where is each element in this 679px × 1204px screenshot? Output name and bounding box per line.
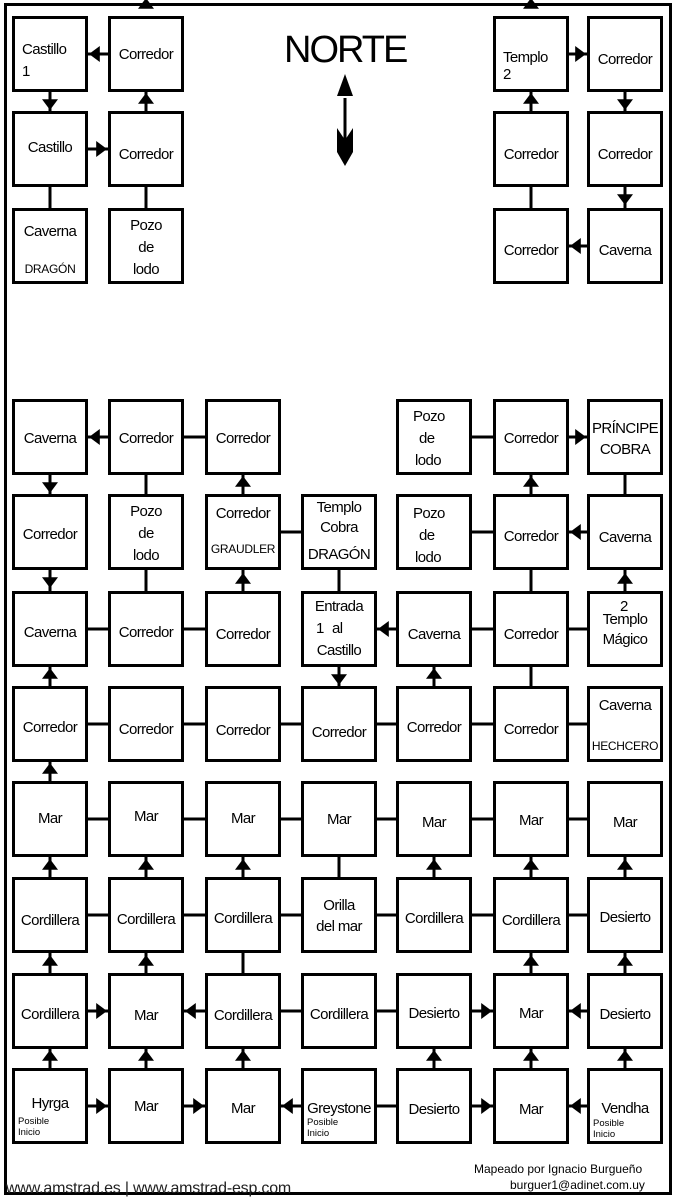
- direction-arrow: [570, 1003, 581, 1019]
- room-caverna: Caverna: [12, 399, 88, 475]
- room-pozo-de-lodo: Pozo de lodo: [108, 494, 184, 570]
- direction-arrow: [42, 99, 58, 110]
- direction-arrow: [138, 955, 154, 966]
- room-castillo: Castillo: [12, 111, 88, 187]
- direction-arrow: [426, 859, 442, 870]
- room-mar: Mar: [493, 973, 569, 1049]
- room-corredor: Corredor: [108, 399, 184, 475]
- direction-arrow: [138, 1050, 154, 1061]
- room-cordillera: Cordillera: [12, 877, 88, 953]
- room-corredor: Corredor: [205, 686, 281, 762]
- direction-arrow: [481, 1098, 492, 1114]
- room-corredor: Corredor: [108, 111, 184, 187]
- room-pozo-de-lodo: Pozo de lodo: [396, 399, 472, 475]
- direction-arrow: [570, 238, 581, 254]
- room-mar: Mar: [108, 973, 184, 1049]
- direction-arrow: [426, 668, 442, 679]
- direction-arrow: [89, 46, 100, 62]
- direction-arrow: [426, 1050, 442, 1061]
- room-mar: Mar: [205, 781, 281, 857]
- room-corredor: Corredor: [108, 686, 184, 762]
- room-mar: Mar: [396, 781, 472, 857]
- room-desierto: Desierto: [396, 973, 472, 1049]
- compass-arrow-head: [337, 74, 353, 96]
- direction-arrow: [42, 763, 58, 774]
- room-mar: Mar: [12, 781, 88, 857]
- direction-arrow: [617, 194, 633, 205]
- direction-arrow: [331, 674, 347, 685]
- room-vendha-posible-inicio: Vendha Posible Inicio: [587, 1068, 663, 1144]
- room-corredor: Corredor: [493, 591, 569, 667]
- direction-arrow: [575, 46, 586, 62]
- room-caverna-hechcero: Caverna HECHCERO: [587, 686, 663, 762]
- room-cordillera: Cordillera: [301, 973, 377, 1049]
- room-mar: Mar: [108, 1068, 184, 1144]
- compass-label: NORTE: [284, 29, 407, 71]
- direction-arrow: [523, 955, 539, 966]
- room-caverna: Caverna: [396, 591, 472, 667]
- room-templo-magico-2: 2 Templo Mágico: [587, 591, 663, 667]
- room-desierto: Desierto: [396, 1068, 472, 1144]
- room-cordillera: Cordillera: [12, 973, 88, 1049]
- direction-arrow: [523, 1050, 539, 1061]
- room-mar: Mar: [493, 1068, 569, 1144]
- direction-arrow: [617, 1050, 633, 1061]
- room-pozo-de-lodo: Pozo de lodo: [108, 208, 184, 284]
- room-corredor: Corredor: [12, 686, 88, 762]
- room-corredor: Corredor: [205, 399, 281, 475]
- direction-arrow: [617, 955, 633, 966]
- direction-arrow: [570, 524, 581, 540]
- direction-arrow: [617, 573, 633, 584]
- direction-arrow: [138, 0, 154, 9]
- room-corredor: Corredor: [108, 591, 184, 667]
- room-corredor: Corredor: [301, 686, 377, 762]
- direction-arrow: [481, 1003, 492, 1019]
- room-greystone-posible-inicio: Greystone Posible Inicio: [301, 1068, 377, 1144]
- room-corredor: Corredor: [493, 208, 569, 284]
- direction-arrow: [138, 93, 154, 104]
- room-corredor: Corredor: [493, 686, 569, 762]
- direction-arrow: [42, 482, 58, 493]
- direction-arrow: [42, 668, 58, 679]
- direction-arrow: [378, 621, 389, 637]
- direction-arrow: [96, 141, 107, 157]
- direction-arrow: [138, 859, 154, 870]
- direction-arrow: [235, 859, 251, 870]
- direction-arrow: [89, 429, 100, 445]
- room-corredor: Corredor: [587, 111, 663, 187]
- direction-arrow: [570, 1098, 581, 1114]
- direction-arrow: [523, 0, 539, 9]
- room-caverna: Caverna: [587, 208, 663, 284]
- room-principe-cobra: PRÍNCIPE COBRA: [587, 399, 663, 475]
- room-corredor: Corredor: [12, 494, 88, 570]
- room-pozo-de-lodo: Pozo de lodo: [396, 494, 472, 570]
- credit-email: burguer1@adinet.com.uy: [510, 1178, 645, 1192]
- direction-arrow: [523, 476, 539, 487]
- room-hyrga-posible-inicio: Hyrga Posible Inicio: [12, 1068, 88, 1144]
- room-cordillera: Cordillera: [108, 877, 184, 953]
- room-corredor: Corredor: [493, 399, 569, 475]
- room-orilla-del-mar: Orilla del mar: [301, 877, 377, 953]
- direction-arrow: [617, 859, 633, 870]
- website-watermark: www.amstrad.es | www.amstrad-esp.com: [6, 1180, 292, 1197]
- room-cordillera: Cordillera: [205, 973, 281, 1049]
- room-mar: Mar: [205, 1068, 281, 1144]
- direction-arrow: [42, 577, 58, 588]
- room-desierto: Desierto: [587, 877, 663, 953]
- room-templo-cobra-dragon: Templo Cobra DRAGÓN: [301, 494, 377, 570]
- room-mar: Mar: [493, 781, 569, 857]
- room-corredor: Corredor: [493, 494, 569, 570]
- direction-arrow: [523, 859, 539, 870]
- room-mar: Mar: [301, 781, 377, 857]
- direction-arrow: [96, 1098, 107, 1114]
- direction-arrow: [185, 1003, 196, 1019]
- direction-arrow: [42, 859, 58, 870]
- room-caverna: Caverna: [587, 494, 663, 570]
- room-caverna-dragon: Caverna DRAGÓN: [12, 208, 88, 284]
- room-caverna: Caverna: [12, 591, 88, 667]
- room-mar: Mar: [108, 781, 184, 857]
- room-entrada-1-al-castillo: Entrada 1 al Castillo: [301, 591, 377, 667]
- credit-author: Mapeado por Ignacio Burgueño: [474, 1162, 643, 1176]
- direction-arrow: [235, 573, 251, 584]
- room-corredor: Corredor: [396, 686, 472, 762]
- room-corredor-graudler: Corredor GRAUDLER: [205, 494, 281, 570]
- direction-arrow: [235, 476, 251, 487]
- direction-arrow: [235, 1050, 251, 1061]
- direction-arrow: [575, 429, 586, 445]
- direction-arrow: [42, 955, 58, 966]
- room-corredor: Corredor: [108, 16, 184, 92]
- direction-arrow: [42, 1050, 58, 1061]
- room-templo-2: Templo 2: [493, 16, 569, 92]
- direction-arrow: [96, 1003, 107, 1019]
- room-cordillera: Cordillera: [205, 877, 281, 953]
- room-desierto: Desierto: [587, 973, 663, 1049]
- direction-arrow: [282, 1098, 293, 1114]
- room-corredor: Corredor: [493, 111, 569, 187]
- direction-arrow: [617, 99, 633, 110]
- room-corredor: Corredor: [205, 591, 281, 667]
- room-corredor: Corredor: [587, 16, 663, 92]
- direction-arrow: [523, 93, 539, 104]
- room-mar: Mar: [587, 781, 663, 857]
- room-castillo-1: Castillo 1: [12, 16, 88, 92]
- room-cordillera: Cordillera: [493, 877, 569, 953]
- direction-arrow: [193, 1098, 204, 1114]
- room-cordillera: Cordillera: [396, 877, 472, 953]
